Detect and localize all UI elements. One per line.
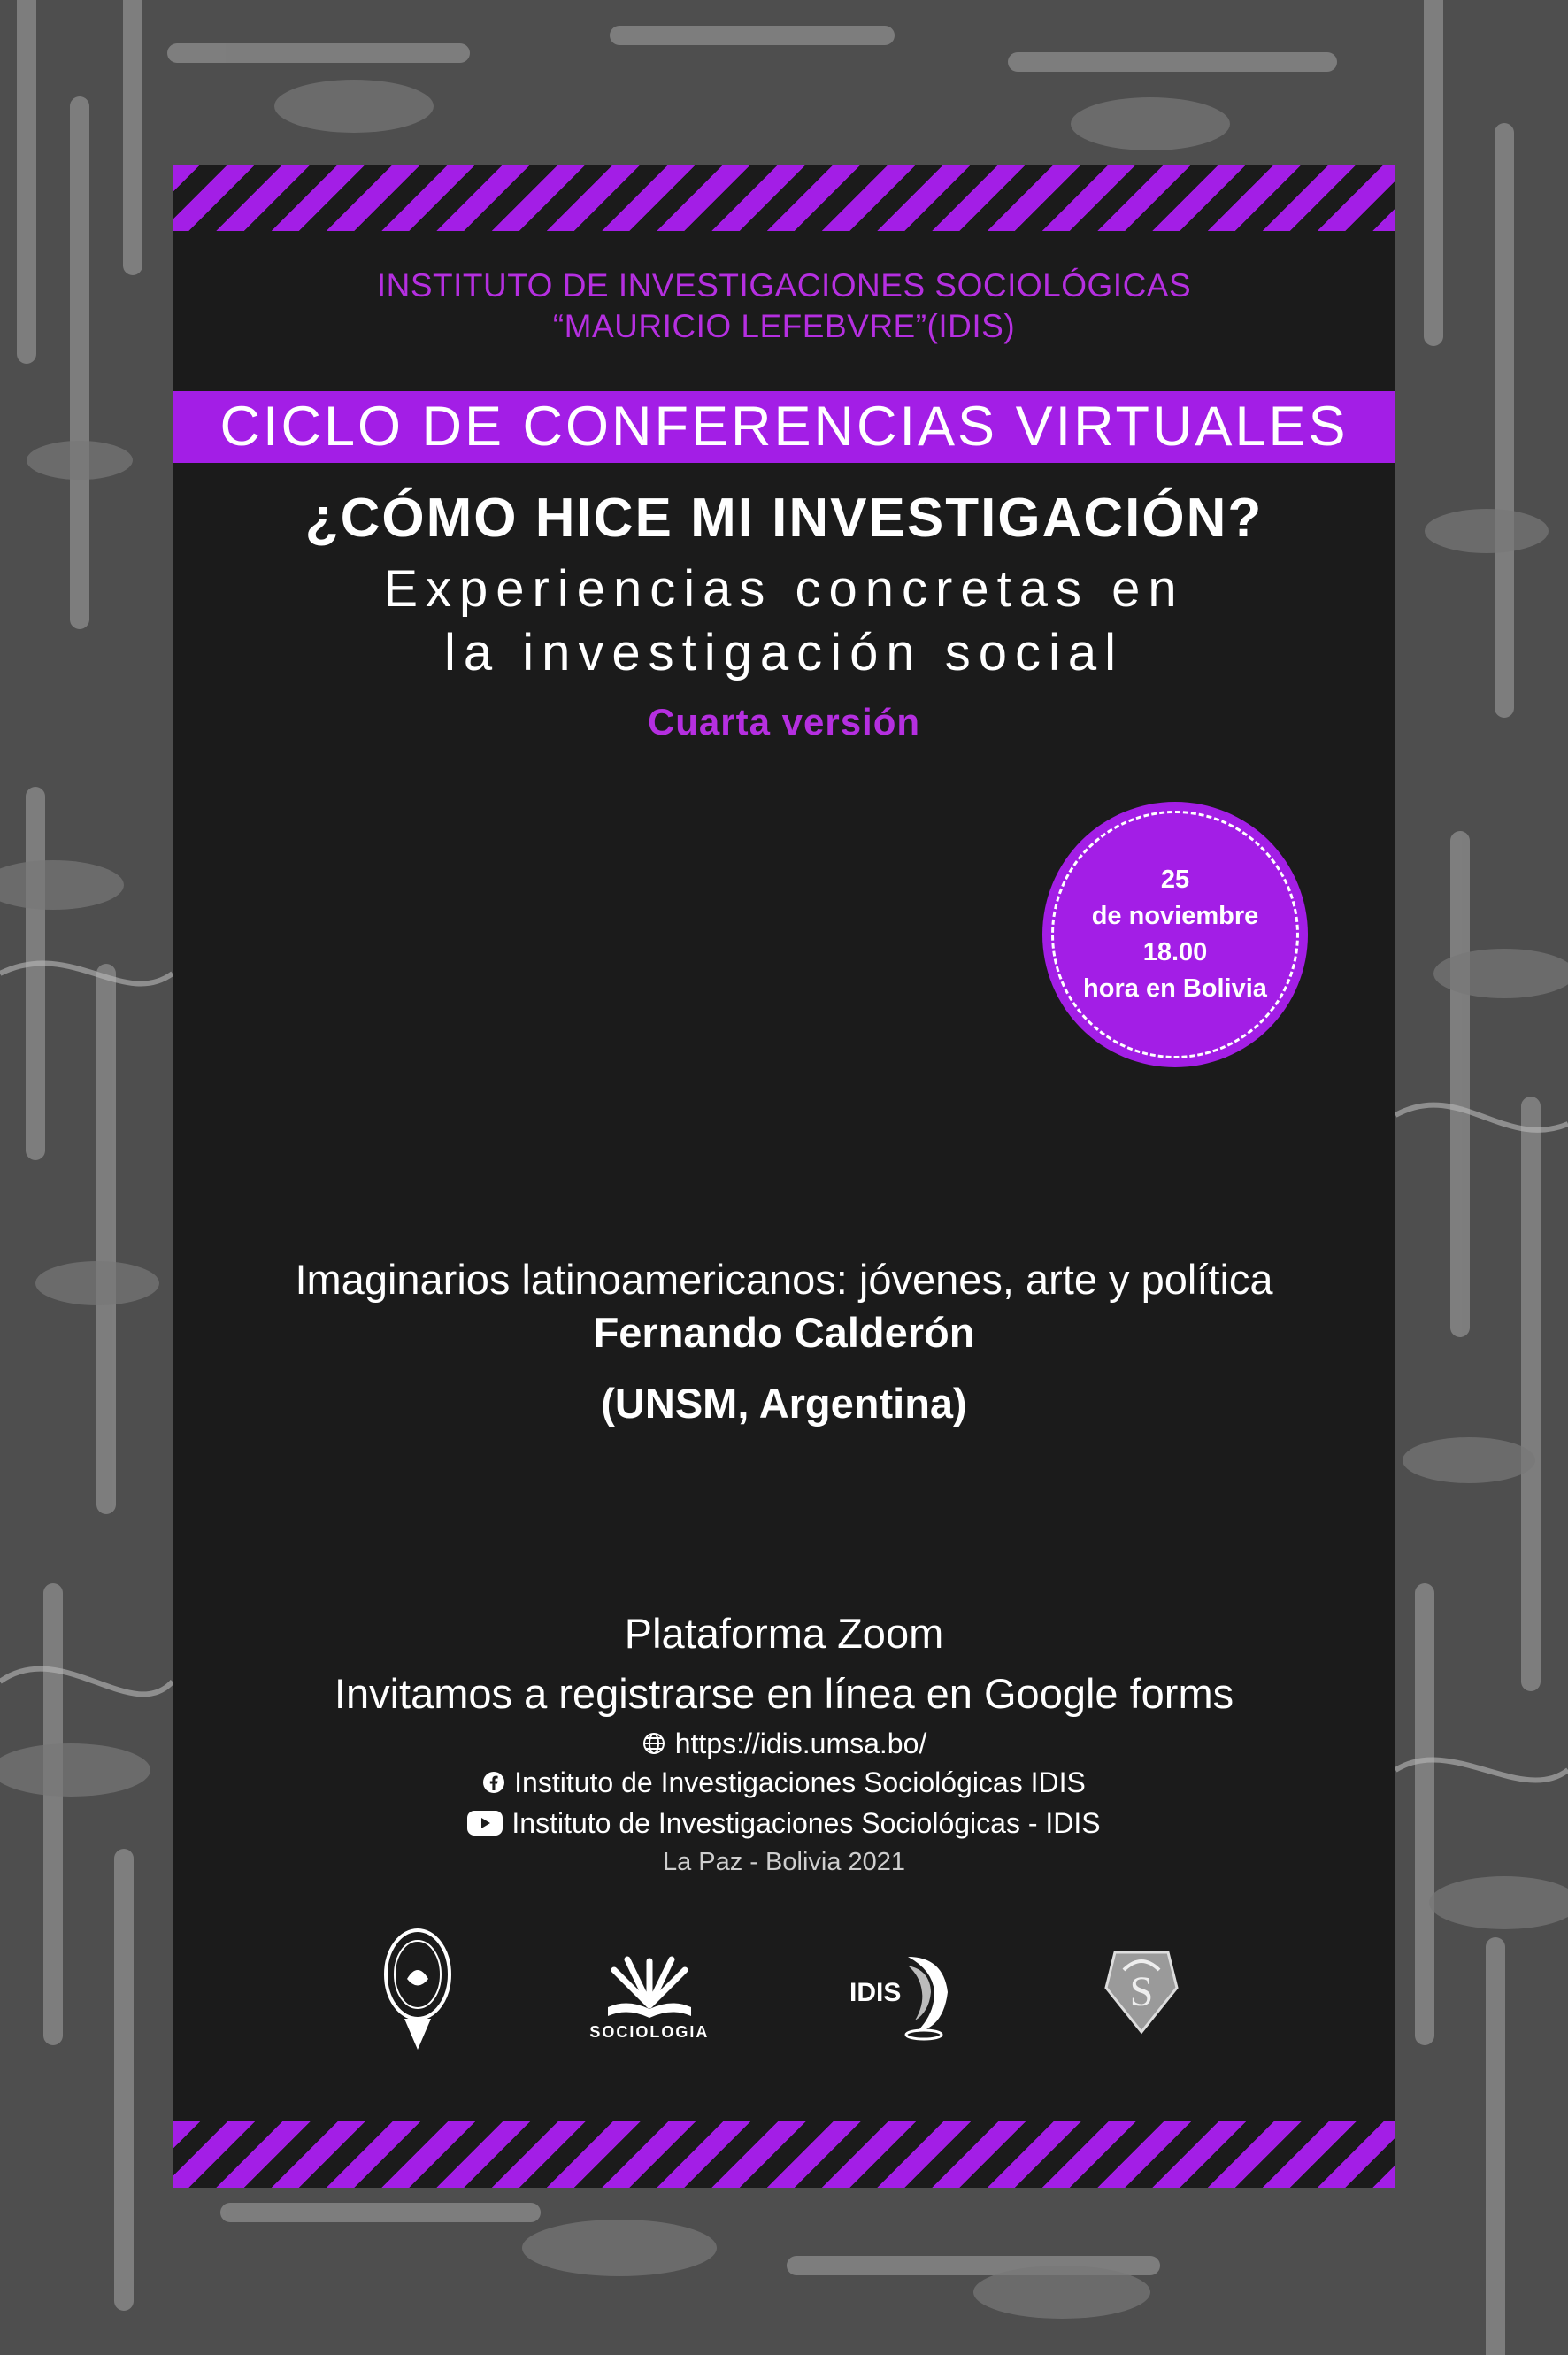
platform-info [173, 1604, 1395, 1724]
series-band [173, 391, 1395, 463]
speaker-name: Fernando Calderón [593, 1309, 975, 1356]
youtube-icon [467, 1811, 503, 1836]
date-day: 25 [1160, 866, 1190, 894]
idis-logo [846, 1939, 961, 2045]
poster-panel [173, 200, 1395, 2155]
date-month: de noviembre [1091, 902, 1259, 930]
globe-icon [642, 1731, 666, 1756]
date-zone: hora en Bolivia [1083, 974, 1267, 1003]
sociologia-logo [589, 1943, 709, 2042]
youtube-channel-name: Instituto de Investigaciones Sociológicas - IDIS [511, 1807, 1101, 1839]
contact-list [173, 1724, 1395, 1843]
institute-name [173, 266, 1395, 347]
website-url: https://idis.umsa.bo/ [674, 1728, 927, 1759]
institute-line-2: “MAURICIO LEFEBVRE”(IDIS) [552, 308, 1016, 344]
umsa-seal-logo [382, 1926, 453, 2059]
website-link[interactable] [173, 1724, 1395, 1763]
date-time: 18.00 [1142, 938, 1208, 966]
facebook-link[interactable] [173, 1763, 1395, 1802]
series-title: CICLO DE CONFERENCIAS VIRTUALES [219, 396, 1349, 458]
svg-text:S: S [1129, 1968, 1154, 2015]
subtitle-line-1: Experiencias concretas en [383, 560, 1185, 618]
edition-label: Cuarta versión [647, 701, 921, 743]
talk-topic: Imaginarios latinoamericanos: jóvenes, arte y política [295, 1256, 1273, 1303]
platform-name: Plataforma Zoom [624, 1610, 944, 1657]
sociologia-logo-text: SOCIOLOGIA [589, 2022, 710, 2041]
top-stripe-band [173, 165, 1395, 231]
facebook-page-name: Instituto de Investigaciones Sociológicas IDIS [514, 1766, 1086, 1798]
youtube-link[interactable] [173, 1804, 1395, 1843]
date-badge-inner [1051, 811, 1299, 1058]
registration-note: Invitamos a registrarse en línea en Google forms [334, 1670, 1234, 1717]
subtitle-line-2: la investigación social [444, 624, 1124, 681]
date-badge [1042, 802, 1308, 1067]
idis-logo-text: IDIS [849, 1978, 901, 2007]
talk-info [173, 1253, 1395, 1430]
event-title: ¿CÓMO HICE MI INVESTIGACIÓN? [304, 488, 1264, 549]
facebook-icon [482, 1771, 505, 1794]
faculty-shield-logo [1097, 1943, 1186, 2041]
bottom-stripe-band [173, 2121, 1395, 2188]
location-year: La Paz - Bolivia 2021 [662, 1848, 906, 1876]
speaker-affiliation: (UNSM, Argentina) [601, 1380, 967, 1427]
institute-line-1: INSTITUTO DE INVESTIGACIONES SOCIOLÓGICAS [376, 267, 1192, 304]
event-subtitle [173, 558, 1395, 685]
logo-row [173, 1917, 1395, 2067]
